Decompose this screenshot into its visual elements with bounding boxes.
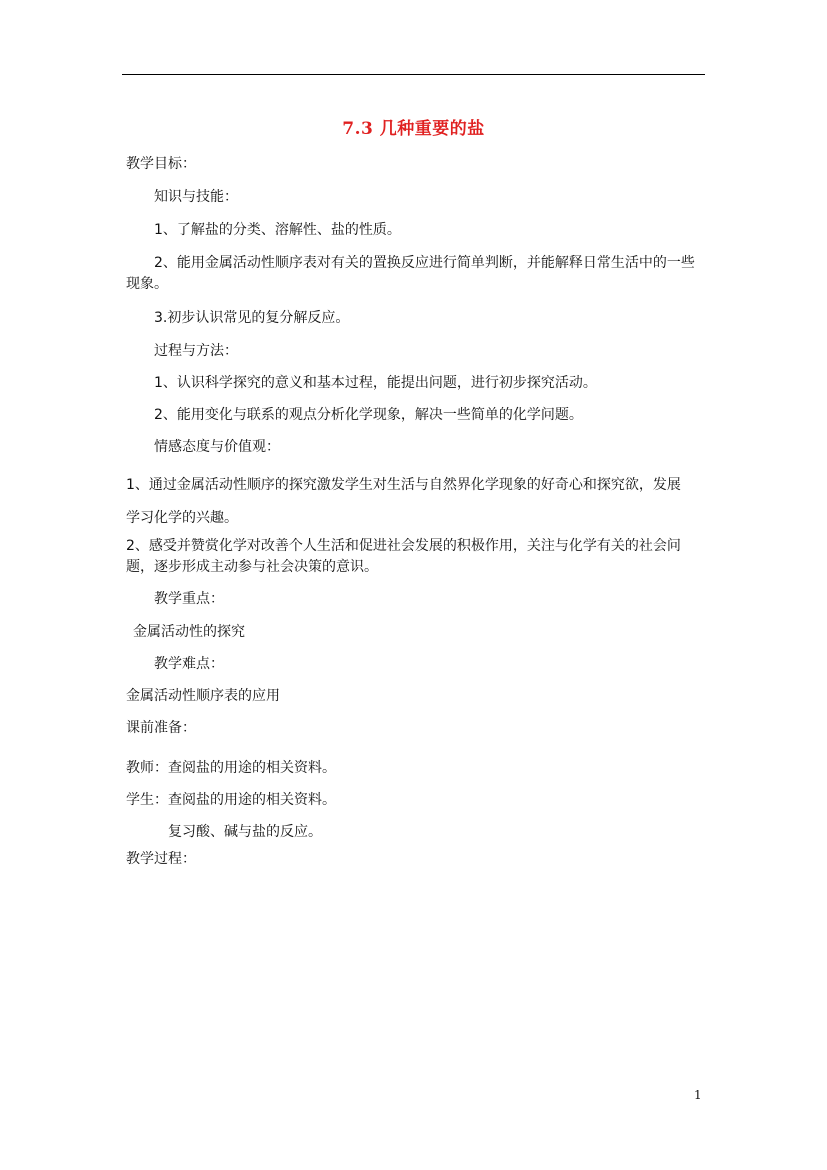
process-item-1: 1、认识科学探究的意义和基本过程，能提出问题，进行初步探究活动。 — [154, 375, 597, 391]
process-item-2: 2、能用变化与联系的观点分析化学现象，解决一些简单的化学问题。 — [154, 407, 583, 423]
difficulty-heading: 教学难点： — [154, 656, 224, 672]
page-number: 1 — [694, 1088, 702, 1102]
difficulty: 金属活动性顺序表的应用 — [126, 688, 280, 704]
emotion-item-1-line-2: 学习化学的兴趣。 — [126, 510, 238, 526]
emotion-item-2: 2、感受并赞赏化学对改善个人生活和促进社会发展的积极作用，关注与化学有关的社会问题，逐步形成主动参与社会决策的意识。 — [126, 538, 681, 575]
knowledge-item-2: 2、能用金属活动性顺序表对有关的置换反应进行简单判断，并能解释日常生活中的一些现象。 — [126, 255, 695, 292]
emotion-heading: 情感态度与价值观： — [154, 439, 280, 455]
knowledge-heading: 知识与技能： — [154, 189, 238, 205]
key-point: 金属活动性的探究 — [133, 624, 245, 640]
emotion-item-1-line-1: 1、通过金属活动性顺序的探究激发学生对生活与自然界化学现象的好奇心和探究欲，发展 — [126, 477, 681, 493]
prep-review: 复习酸、碱与盐的反应。 — [168, 824, 322, 840]
key-point-heading: 教学重点： — [154, 591, 224, 607]
process-heading: 过程与方法： — [154, 343, 238, 359]
knowledge-item-3: 3.初步认识常见的复分解反应。 — [154, 310, 350, 326]
prep-student: 学生：查阅盐的用途的相关资料。 — [126, 792, 336, 808]
prep-heading: 课前准备： — [126, 720, 196, 736]
knowledge-item-1: 1、了解盐的分类、溶解性、盐的性质。 — [154, 222, 401, 238]
header-rule — [122, 74, 705, 75]
prep-teacher: 教师：查阅盐的用途的相关资料。 — [126, 760, 336, 776]
document-title: 7.3 几种重要的盐 — [342, 119, 485, 139]
objectives-heading: 教学目标： — [126, 156, 196, 172]
teaching-process-heading: 教学过程： — [126, 851, 196, 867]
